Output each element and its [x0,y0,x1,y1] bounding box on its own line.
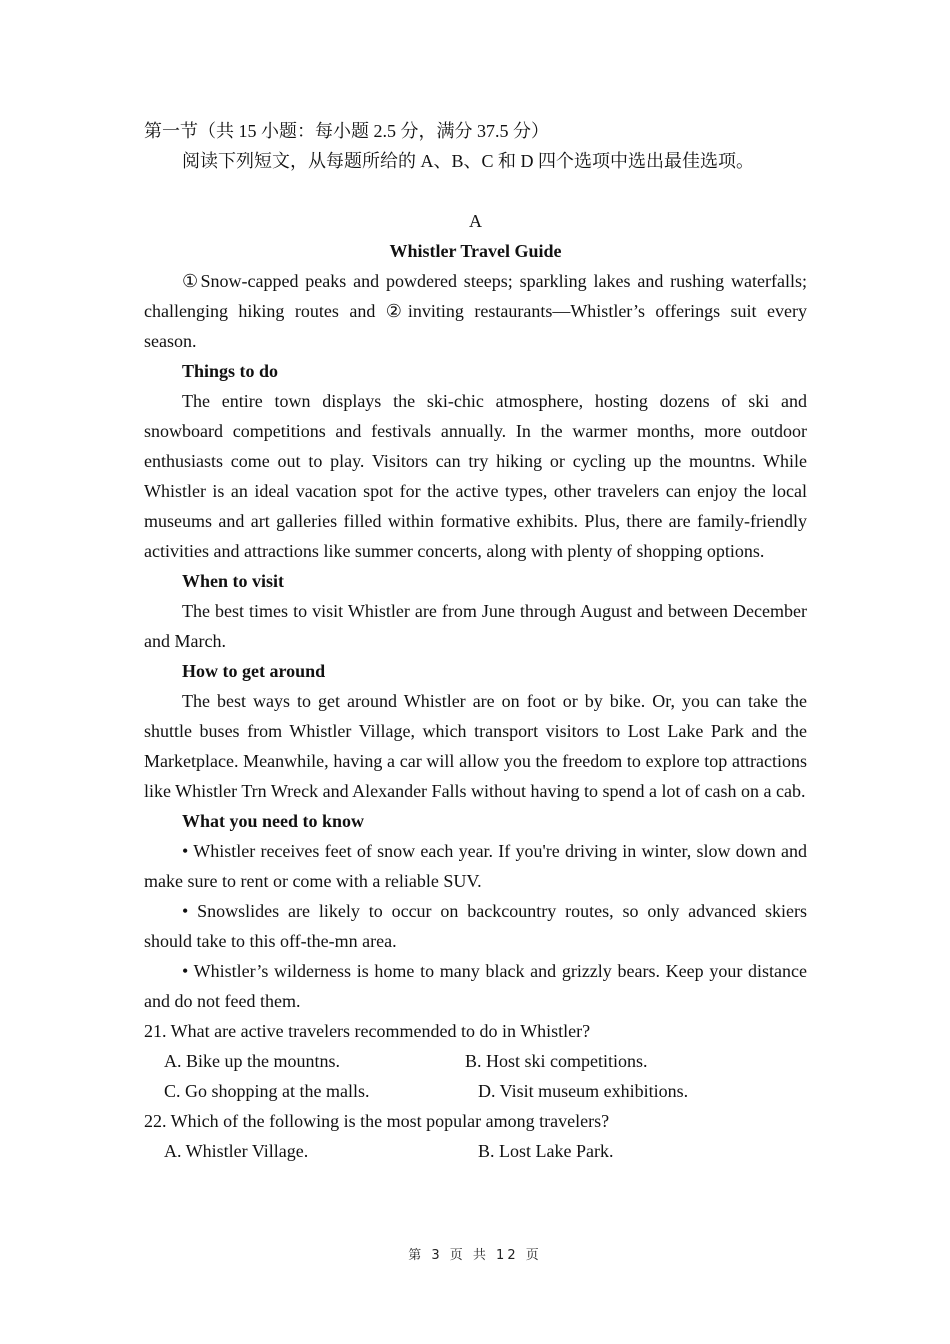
question-21-options-row-2 [144,1076,807,1106]
know-item: • Whistler’s wilderness is home to many black and grizzly bears. Keep your distance and do not feed them. [144,961,807,1011]
passage-letter: A [469,211,482,231]
question-22-options-row-1 [144,1136,807,1166]
page-footer: 第 3 页 共 12 页 [408,1248,542,1263]
question-22-stem: 22. Which of the following is the most popular among travelers? [144,1111,610,1131]
exam-page [144,116,807,1166]
passage-intro: ①Snow-capped peaks and powdered steeps; sparkling lakes and rushing waterfalls; challenging hiking routes and ②inviting restaurants—Whistler’s offerings suit every season. [144,271,807,351]
option-b: B. Lost Lake Park. [478,1141,614,1161]
option-d: D. Visit museum exhibitions. [478,1081,689,1101]
know-item: • Whistler receives feet of snow each year. If you're driving in winter, slow down and make sure to rent or come with a reliable SUV. [144,841,807,891]
how-to-get-around-text: The best ways to get around Whistler are on foot or by bike. Or, you can take the shuttle buses from Whistler Village, which transport visitors to Lost Lake Park and the Marketplace. Meanwhile, having a car will allow you the freedom to explore top attractions like Whistler Trn Wreck and Alexander Falls without having to spend a lot of cash on a cab. [144,691,807,801]
passage-title: Whistler Travel Guide [389,241,562,261]
question-21-options-row-1 [144,1046,807,1076]
heading-when-to-visit: When to visit [182,571,285,591]
know-item: • Snowslides are likely to occur on backcountry routes, so only advanced skiers should take to this off-the-mn area. [144,901,807,951]
things-to-do-text: The entire town displays the ski-chic atmosphere, hosting dozens of ski and snowboard competitions and festivals annually. In the warmer months, more outdoor enthusiasts come out to play. Visitors can try hiking or cycling up the mountns. While Whistler is an ideal vacation spot for the active types, other travelers can enjoy the local museums and art galleries filled within formative exhibits. Plus, there are family-friendly activities and attractions like summer concerts, along with plenty of shopping options. [144,391,807,561]
question-21-stem: 21. What are active travelers recommended to do in Whistler? [144,1021,591,1041]
option-a: A. Bike up the mountns. [164,1051,340,1071]
spacer [144,176,807,206]
heading-how-to-get-around: How to get around [182,661,326,681]
section-header: 第一节（共 15 小题：每小题 2.5 分，满分 37.5 分） [144,121,549,141]
heading-things-to-do: Things to do [182,361,279,381]
option-c: C. Go shopping at the malls. [164,1081,370,1101]
heading-what-you-need-to-know: What you need to know [182,811,365,831]
section-instruction: 阅读下列短文，从每题所给的 A、B、C 和 D 四个选项中选出最佳选项。 [182,151,755,171]
option-b: B. Host ski competitions. [465,1051,648,1071]
option-a: A. Whistler Village. [164,1141,309,1161]
when-to-visit-text: The best times to visit Whistler are from June through August and between December and March. [144,601,807,651]
